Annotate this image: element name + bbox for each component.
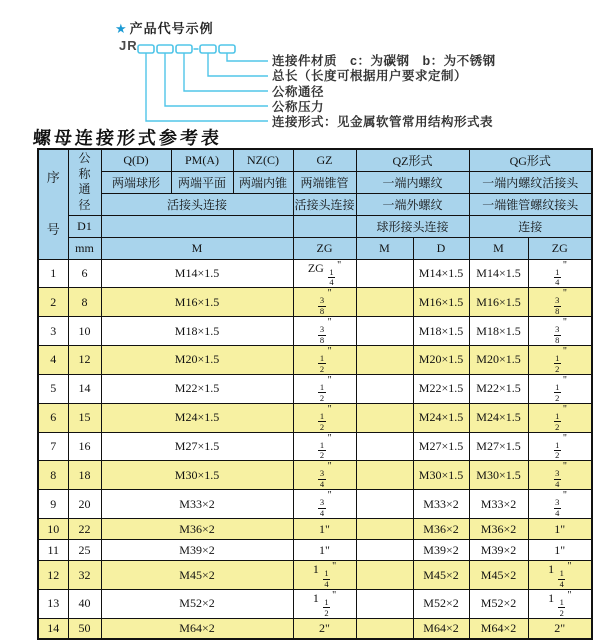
cell-diameter: 8 <box>68 288 101 317</box>
code-box-1 <box>138 45 154 53</box>
header-blank-gz <box>293 215 356 237</box>
header-unit-m2: M <box>356 237 413 259</box>
cell-thread-m: M27×1.5 <box>101 432 293 461</box>
header-end-qz: 一端内螺纹 <box>356 171 469 193</box>
cell-thread-zg: 1 $\frac{1}{4}$ " <box>293 561 356 590</box>
cell-qg-zg: $\frac{3}{4}$ " <box>528 461 592 490</box>
cell-thread-zg: $\frac{3}{8}$ " <box>293 317 356 346</box>
cell-qz-m <box>356 490 413 519</box>
cell-seq: 4 <box>38 346 68 375</box>
header-unit-m1: M <box>101 237 293 259</box>
cell-qg-zg: $\frac{1}{2}$ " <box>528 374 592 403</box>
cell-qg-m: M33×2 <box>469 490 528 519</box>
cell-qz-m <box>356 618 413 639</box>
cell-qg-m: M22×1.5 <box>469 374 528 403</box>
cell-qg-zg: 1 $\frac{1}{2}$ " <box>528 589 592 618</box>
cell-thread-zg: 1" <box>293 540 356 561</box>
cell-diameter: 18 <box>68 461 101 490</box>
cell-qz-d: M24×1.5 <box>413 403 469 432</box>
cell-diameter: 10 <box>68 317 101 346</box>
cell-seq: 1 <box>38 259 68 288</box>
cell-qz-d: M39×2 <box>413 540 469 561</box>
cell-thread-zg: $\frac{3}{4}$ " <box>293 490 356 519</box>
header-end-qg: 一端内螺纹活接头 <box>469 171 592 193</box>
cell-diameter: 20 <box>68 490 101 519</box>
table-row <box>38 317 592 346</box>
header-end-pma: 两端平面 <box>171 171 233 193</box>
cell-seq: 7 <box>38 432 68 461</box>
diagram-line-4 <box>208 53 268 76</box>
cell-diameter: 15 <box>68 403 101 432</box>
cell-thread-m: M64×2 <box>101 618 293 639</box>
diagram-label-diameter: 公称通径 <box>272 85 325 99</box>
cell-qg-zg: $\frac{1}{2}$ " <box>528 403 592 432</box>
cell-seq: 14 <box>38 618 68 639</box>
code-box-3 <box>176 45 192 53</box>
table-row <box>38 403 592 432</box>
header-seq: 序号 <box>38 149 68 259</box>
cell-qg-m: M52×2 <box>469 589 528 618</box>
table-row <box>38 461 592 490</box>
header-ball-joint-conn: 球形接头连接 <box>356 215 469 237</box>
cell-diameter: 14 <box>68 374 101 403</box>
diagram-label-connection: 连接形式：见金属软管常用结构形式表 <box>272 115 494 129</box>
header-mm: mm <box>68 237 101 259</box>
product-code-prefix: JR <box>119 38 138 53</box>
cell-qg-zg: 1" <box>528 540 592 561</box>
cell-qz-m <box>356 461 413 490</box>
cell-thread-m: M18×1.5 <box>101 317 293 346</box>
cell-qg-m: M16×1.5 <box>469 288 528 317</box>
diagram-label-length: 总长（长度可根据用户要求定制） <box>272 69 468 83</box>
header-conn-qz: 一端外螺纹 <box>356 193 469 215</box>
cell-thread-zg: 1 $\frac{1}{2}$ " <box>293 589 356 618</box>
cell-diameter: 16 <box>68 432 101 461</box>
cell-thread-m: M39×2 <box>101 540 293 561</box>
cell-qz-d: M22×1.5 <box>413 374 469 403</box>
cell-qg-zg: $\frac{3}{4}$ " <box>528 490 592 519</box>
cell-thread-m: M52×2 <box>101 589 293 618</box>
cell-qz-m <box>356 432 413 461</box>
header-unit-m3: M <box>469 237 528 259</box>
header-qg-type: QG形式 <box>469 149 592 171</box>
header-pma: PM(A) <box>171 149 233 171</box>
cell-thread-zg: $\frac{1}{2}$ " <box>293 346 356 375</box>
cell-qg-zg: 1" <box>528 519 592 540</box>
cell-qg-m: M20×1.5 <box>469 346 528 375</box>
cell-qz-d: M45×2 <box>413 561 469 590</box>
cell-qz-d: M16×1.5 <box>413 288 469 317</box>
cell-qg-m: M14×1.5 <box>469 259 528 288</box>
header-conn-gz: 活接头连接 <box>293 193 356 215</box>
cell-seq: 5 <box>38 374 68 403</box>
diagram-label-pressure: 公称压力 <box>272 100 325 114</box>
cell-qg-m: M45×2 <box>469 561 528 590</box>
cell-seq: 9 <box>38 490 68 519</box>
cell-thread-m: M24×1.5 <box>101 403 293 432</box>
cell-thread-zg: ZG $\frac{1}{4}$ " <box>293 259 356 288</box>
cell-qz-m <box>356 589 413 618</box>
cell-thread-m: M16×1.5 <box>101 288 293 317</box>
cell-qz-d: M20×1.5 <box>413 346 469 375</box>
cell-qg-zg: 2" <box>528 618 592 639</box>
diagram-line-3 <box>184 53 268 91</box>
cell-seq: 12 <box>38 561 68 590</box>
cell-thread-m: M14×1.5 <box>101 259 293 288</box>
cell-seq: 3 <box>38 317 68 346</box>
cell-thread-m: M20×1.5 <box>101 346 293 375</box>
cell-seq: 2 <box>38 288 68 317</box>
table-row <box>38 288 592 317</box>
header-gz: GZ <box>293 149 356 171</box>
table-row <box>38 540 592 561</box>
code-box-2 <box>157 45 173 53</box>
header-end-gz: 两端锥管 <box>293 171 356 193</box>
cell-thread-zg: $\frac{1}{2}$ " <box>293 432 356 461</box>
cell-qz-m <box>356 519 413 540</box>
cell-qg-zg: $\frac{1}{4}$ " <box>528 259 592 288</box>
header-end-qd: 两端球形 <box>101 171 171 193</box>
cell-qg-m: M30×1.5 <box>469 461 528 490</box>
star-icon: ★ <box>115 21 128 36</box>
header-nominal-diameter: 公称通径 <box>68 149 101 215</box>
cell-qg-zg: $\frac{3}{8}$ " <box>528 288 592 317</box>
cell-qg-zg: 1 $\frac{1}{4}$ " <box>528 561 592 590</box>
cell-diameter: 6 <box>68 259 101 288</box>
cell-qg-m: M18×1.5 <box>469 317 528 346</box>
cell-qz-m <box>356 561 413 590</box>
header-unit-zg2: ZG <box>528 237 592 259</box>
cell-qz-m <box>356 259 413 288</box>
cell-diameter: 50 <box>68 618 101 639</box>
diagram-title-text: 产品代号示例 <box>129 21 214 36</box>
cell-qz-d: M14×1.5 <box>413 259 469 288</box>
header-conn-union: 活接头连接 <box>101 193 293 215</box>
cell-qz-d: M36×2 <box>413 519 469 540</box>
header-blank-left <box>101 215 293 237</box>
cell-diameter: 22 <box>68 519 101 540</box>
cell-qg-zg: $\frac{1}{2}$ " <box>528 346 592 375</box>
cell-thread-zg: 1" <box>293 519 356 540</box>
cell-qz-d: M27×1.5 <box>413 432 469 461</box>
cell-seq: 6 <box>38 403 68 432</box>
cell-diameter: 40 <box>68 589 101 618</box>
cell-qz-m <box>356 403 413 432</box>
nut-connection-table <box>37 148 593 640</box>
diagram-title <box>115 18 214 37</box>
cell-qz-d: M64×2 <box>413 618 469 639</box>
cell-diameter: 25 <box>68 540 101 561</box>
cell-thread-zg: 2" <box>293 618 356 639</box>
cell-qg-m: M64×2 <box>469 618 528 639</box>
table-row <box>38 259 592 288</box>
header-d1: D1 <box>68 215 101 237</box>
cell-qz-d: M33×2 <box>413 490 469 519</box>
cell-thread-m: M33×2 <box>101 490 293 519</box>
cell-qz-m <box>356 346 413 375</box>
cell-seq: 13 <box>38 589 68 618</box>
table-row <box>38 589 592 618</box>
diagram-line-5 <box>227 53 268 61</box>
cell-qg-zg: $\frac{3}{8}$ " <box>528 317 592 346</box>
cell-qg-m: M36×2 <box>469 519 528 540</box>
cell-diameter: 32 <box>68 561 101 590</box>
cell-diameter: 12 <box>68 346 101 375</box>
cell-thread-m: M22×1.5 <box>101 374 293 403</box>
header-conn-qg: 一端锥管螺纹接头 <box>469 193 592 215</box>
cell-seq: 11 <box>38 540 68 561</box>
cell-thread-zg: $\frac{1}{2}$ " <box>293 374 356 403</box>
table-row <box>38 490 592 519</box>
table-row <box>38 346 592 375</box>
cell-qz-m <box>356 317 413 346</box>
cell-qz-d: M52×2 <box>413 589 469 618</box>
cell-qg-m: M39×2 <box>469 540 528 561</box>
cell-qz-m <box>356 288 413 317</box>
cell-qz-d: M18×1.5 <box>413 317 469 346</box>
cell-qg-zg: $\frac{1}{2}$ " <box>528 432 592 461</box>
cell-thread-m: M30×1.5 <box>101 461 293 490</box>
cell-qz-m <box>356 374 413 403</box>
cell-qz-d: M30×1.5 <box>413 461 469 490</box>
cell-seq: 8 <box>38 461 68 490</box>
table-row <box>38 561 592 590</box>
header-unit-d: D <box>413 237 469 259</box>
table-row <box>38 618 592 639</box>
cell-qg-m: M24×1.5 <box>469 403 528 432</box>
cell-thread-zg: $\frac{1}{2}$ " <box>293 403 356 432</box>
code-box-5 <box>219 45 235 53</box>
cell-thread-zg: $\frac{3}{4}$ " <box>293 461 356 490</box>
code-box-4 <box>200 45 216 53</box>
header-end-nzc: 两端内锥 <box>233 171 293 193</box>
header-qd: Q(D) <box>101 149 171 171</box>
header-conn: 连接 <box>469 215 592 237</box>
header-unit-zg1: ZG <box>293 237 356 259</box>
table-row <box>38 519 592 540</box>
table-row <box>38 374 592 403</box>
cell-qz-m <box>356 540 413 561</box>
cell-thread-m: M36×2 <box>101 519 293 540</box>
cell-qg-m: M27×1.5 <box>469 432 528 461</box>
header-nzc: NZ(C) <box>233 149 293 171</box>
table-title: 螺母连接形式参考表 <box>32 128 223 149</box>
table-row <box>38 432 592 461</box>
diagram-label-material: 连接件材质 c：为碳钢 b：为不锈钢 <box>272 54 496 68</box>
cell-thread-zg: $\frac{3}{8}$ " <box>293 288 356 317</box>
header-qz-type: QZ形式 <box>356 149 469 171</box>
cell-seq: 10 <box>38 519 68 540</box>
cell-thread-m: M45×2 <box>101 561 293 590</box>
